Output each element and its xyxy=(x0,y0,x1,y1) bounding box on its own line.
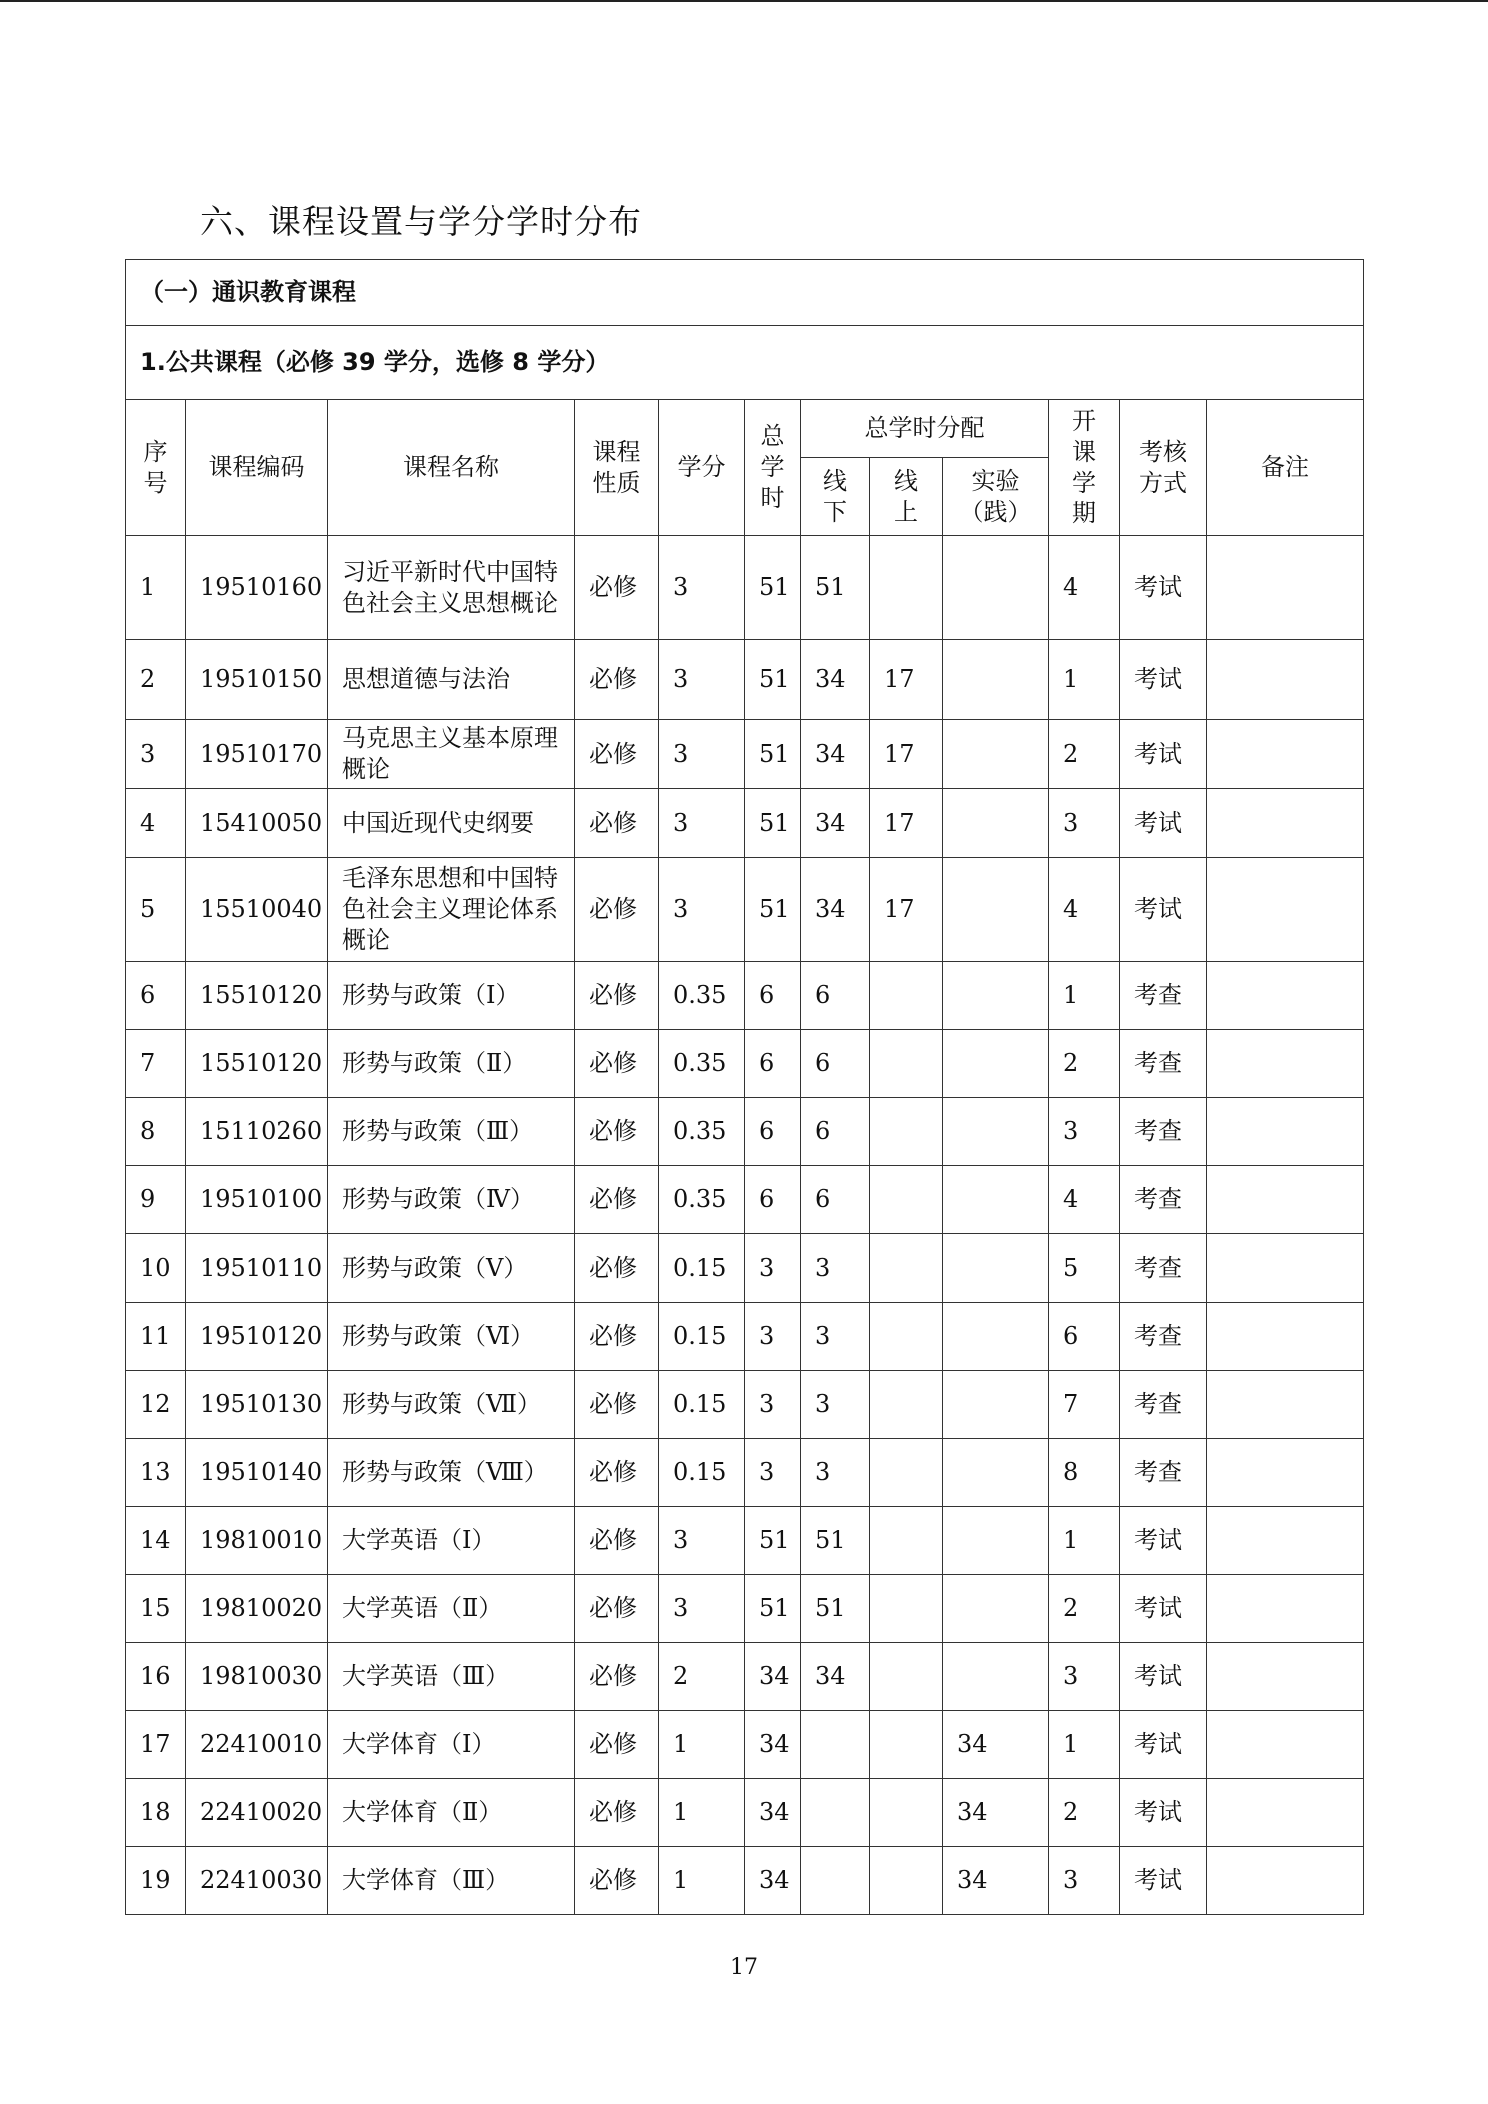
cell-seq: 7 xyxy=(126,1030,186,1098)
cell-credit: 3 xyxy=(659,858,745,962)
cell-assessment: 考查 xyxy=(1120,1371,1207,1439)
cell-assessment: 考试 xyxy=(1120,789,1207,858)
cell-remark xyxy=(1207,1643,1364,1711)
cell-offline: 34 xyxy=(801,1643,870,1711)
cell-offline: 3 xyxy=(801,1439,870,1507)
cell-nature: 必修 xyxy=(575,1166,659,1234)
cell-course-name: 习近平新时代中国特色社会主义思想概论 xyxy=(328,536,575,640)
cell-term: 2 xyxy=(1049,1030,1120,1098)
cell-seq: 11 xyxy=(126,1303,186,1371)
cell-remark xyxy=(1207,1234,1364,1303)
cell-course-name: 形势与政策（Ⅱ） xyxy=(328,1030,575,1098)
cell-offline: 6 xyxy=(801,1098,870,1166)
subcategory-title: 1.公共课程（必修 39 学分，选修 8 学分） xyxy=(126,326,1364,400)
table-row xyxy=(126,962,1364,1030)
cell-online xyxy=(870,1098,943,1166)
cell-nature: 必修 xyxy=(575,1643,659,1711)
cell-offline: 3 xyxy=(801,1303,870,1371)
cell-nature: 必修 xyxy=(575,640,659,720)
header-online: 线上 xyxy=(870,458,943,536)
cell-credit: 0.35 xyxy=(659,1098,745,1166)
cell-credit: 0.35 xyxy=(659,1030,745,1098)
cell-remark xyxy=(1207,1507,1364,1575)
cell-code: 19510140 xyxy=(186,1439,328,1507)
cell-term: 2 xyxy=(1049,720,1120,789)
cell-code: 15510120 xyxy=(186,962,328,1030)
header-credit: 学分 xyxy=(659,400,745,536)
cell-total-hours: 51 xyxy=(745,1575,801,1643)
cell-remark xyxy=(1207,1847,1364,1915)
cell-code: 15510040 xyxy=(186,858,328,962)
header-distribution: 总学时分配 xyxy=(801,400,1049,458)
cell-credit: 3 xyxy=(659,789,745,858)
cell-lab xyxy=(943,1575,1049,1643)
cell-code: 19510130 xyxy=(186,1371,328,1439)
cell-remark xyxy=(1207,1303,1364,1371)
cell-nature: 必修 xyxy=(575,858,659,962)
category-row xyxy=(126,260,1364,326)
cell-code: 19510110 xyxy=(186,1234,328,1303)
table-row xyxy=(126,789,1364,858)
cell-online xyxy=(870,1575,943,1643)
cell-total-hours: 3 xyxy=(745,1303,801,1371)
cell-online xyxy=(870,1234,943,1303)
cell-total-hours: 34 xyxy=(745,1779,801,1847)
cell-nature: 必修 xyxy=(575,1030,659,1098)
table-row xyxy=(126,1507,1364,1575)
cell-credit: 0.35 xyxy=(659,962,745,1030)
cell-code: 15110260 xyxy=(186,1098,328,1166)
cell-seq: 3 xyxy=(126,720,186,789)
cell-total-hours: 51 xyxy=(745,720,801,789)
cell-seq: 15 xyxy=(126,1575,186,1643)
cell-course-name: 马克思主义基本原理概论 xyxy=(328,720,575,789)
table-row xyxy=(126,1166,1364,1234)
cell-remark xyxy=(1207,1575,1364,1643)
section-heading: 六、课程设置与学分学时分布 xyxy=(200,202,642,241)
cell-online: 17 xyxy=(870,640,943,720)
cell-course-name: 毛泽东思想和中国特色社会主义理论体系概论 xyxy=(328,858,575,962)
cell-seq: 9 xyxy=(126,1166,186,1234)
cell-remark xyxy=(1207,536,1364,640)
cell-code: 19510100 xyxy=(186,1166,328,1234)
cell-credit: 0.15 xyxy=(659,1234,745,1303)
cell-course-name: 大学英语（Ⅱ） xyxy=(328,1575,575,1643)
cell-offline: 34 xyxy=(801,720,870,789)
cell-remark xyxy=(1207,1098,1364,1166)
table-row xyxy=(126,1303,1364,1371)
cell-credit: 0.15 xyxy=(659,1303,745,1371)
cell-code: 19810010 xyxy=(186,1507,328,1575)
cell-credit: 1 xyxy=(659,1847,745,1915)
cell-seq: 2 xyxy=(126,640,186,720)
cell-lab xyxy=(943,1371,1049,1439)
cell-remark xyxy=(1207,1166,1364,1234)
cell-course-name: 形势与政策（Ⅳ） xyxy=(328,1166,575,1234)
cell-total-hours: 34 xyxy=(745,1643,801,1711)
cell-term: 2 xyxy=(1049,1575,1120,1643)
cell-course-name: 形势与政策（Ⅶ） xyxy=(328,1371,575,1439)
cell-lab xyxy=(943,640,1049,720)
table-row xyxy=(126,1371,1364,1439)
cell-course-name: 大学英语（Ⅰ） xyxy=(328,1507,575,1575)
cell-nature: 必修 xyxy=(575,1507,659,1575)
cell-credit: 3 xyxy=(659,1575,745,1643)
cell-nature: 必修 xyxy=(575,1371,659,1439)
cell-credit: 1 xyxy=(659,1779,745,1847)
cell-course-name: 形势与政策（Ⅷ） xyxy=(328,1439,575,1507)
cell-course-name: 思想道德与法治 xyxy=(328,640,575,720)
cell-offline xyxy=(801,1711,870,1779)
cell-credit: 3 xyxy=(659,536,745,640)
cell-lab xyxy=(943,962,1049,1030)
cell-remark xyxy=(1207,1439,1364,1507)
cell-lab xyxy=(943,1303,1049,1371)
cell-credit: 3 xyxy=(659,720,745,789)
cell-lab: 34 xyxy=(943,1847,1049,1915)
table-row xyxy=(126,1098,1364,1166)
cell-assessment: 考查 xyxy=(1120,1303,1207,1371)
cell-term: 3 xyxy=(1049,1643,1120,1711)
table-row xyxy=(126,1711,1364,1779)
cell-online xyxy=(870,1030,943,1098)
cell-remark xyxy=(1207,720,1364,789)
cell-assessment: 考试 xyxy=(1120,640,1207,720)
header-term: 开课学期 xyxy=(1049,400,1120,536)
table-row xyxy=(126,640,1364,720)
cell-lab xyxy=(943,1234,1049,1303)
header-assessment: 考核方式 xyxy=(1120,400,1207,536)
cell-code: 15410050 xyxy=(186,789,328,858)
header-offline: 线下 xyxy=(801,458,870,536)
cell-offline xyxy=(801,1847,870,1915)
cell-total-hours: 34 xyxy=(745,1711,801,1779)
cell-course-name: 形势与政策（Ⅵ） xyxy=(328,1303,575,1371)
cell-term: 1 xyxy=(1049,640,1120,720)
cell-assessment: 考试 xyxy=(1120,720,1207,789)
cell-online xyxy=(870,1303,943,1371)
cell-total-hours: 51 xyxy=(745,1507,801,1575)
cell-course-name: 中国近现代史纲要 xyxy=(328,789,575,858)
cell-assessment: 考查 xyxy=(1120,962,1207,1030)
cell-term: 3 xyxy=(1049,1098,1120,1166)
cell-seq: 10 xyxy=(126,1234,186,1303)
cell-code: 19510120 xyxy=(186,1303,328,1371)
cell-total-hours: 6 xyxy=(745,1166,801,1234)
cell-assessment: 考试 xyxy=(1120,1643,1207,1711)
table-row xyxy=(126,720,1364,789)
cell-remark xyxy=(1207,1711,1364,1779)
cell-code: 15510120 xyxy=(186,1030,328,1098)
header-total-hours: 总学时 xyxy=(745,400,801,536)
page-top-border xyxy=(0,0,1488,2)
cell-code: 22410030 xyxy=(186,1847,328,1915)
cell-nature: 必修 xyxy=(575,720,659,789)
cell-code: 19510170 xyxy=(186,720,328,789)
cell-total-hours: 34 xyxy=(745,1847,801,1915)
cell-credit: 1 xyxy=(659,1711,745,1779)
cell-term: 6 xyxy=(1049,1303,1120,1371)
cell-course-name: 大学体育（Ⅲ） xyxy=(328,1847,575,1915)
cell-online: 17 xyxy=(870,789,943,858)
cell-nature: 必修 xyxy=(575,789,659,858)
cell-nature: 必修 xyxy=(575,1847,659,1915)
cell-term: 1 xyxy=(1049,962,1120,1030)
header-code: 课程编码 xyxy=(186,400,328,536)
cell-seq: 13 xyxy=(126,1439,186,1507)
cell-course-name: 大学英语（Ⅲ） xyxy=(328,1643,575,1711)
cell-remark xyxy=(1207,858,1364,962)
cell-seq: 5 xyxy=(126,858,186,962)
cell-term: 1 xyxy=(1049,1507,1120,1575)
cell-nature: 必修 xyxy=(575,1575,659,1643)
cell-nature: 必修 xyxy=(575,1779,659,1847)
header-lab: 实验（践） xyxy=(943,458,1049,536)
cell-course-name: 形势与政策（Ⅴ） xyxy=(328,1234,575,1303)
cell-seq: 8 xyxy=(126,1098,186,1166)
cell-total-hours: 6 xyxy=(745,962,801,1030)
cell-code: 22410020 xyxy=(186,1779,328,1847)
cell-total-hours: 51 xyxy=(745,640,801,720)
cell-total-hours: 51 xyxy=(745,858,801,962)
header-remarks: 备注 xyxy=(1207,400,1364,536)
cell-term: 5 xyxy=(1049,1234,1120,1303)
cell-seq: 19 xyxy=(126,1847,186,1915)
cell-offline: 51 xyxy=(801,1507,870,1575)
cell-online xyxy=(870,1847,943,1915)
cell-term: 8 xyxy=(1049,1439,1120,1507)
cell-remark xyxy=(1207,789,1364,858)
table-row xyxy=(126,1779,1364,1847)
cell-lab: 34 xyxy=(943,1779,1049,1847)
header-seq: 序号 xyxy=(126,400,186,536)
cell-offline: 34 xyxy=(801,858,870,962)
cell-total-hours: 6 xyxy=(745,1030,801,1098)
cell-term: 4 xyxy=(1049,1166,1120,1234)
cell-lab xyxy=(943,720,1049,789)
cell-assessment: 考试 xyxy=(1120,1507,1207,1575)
cell-course-name: 大学体育（Ⅱ） xyxy=(328,1779,575,1847)
cell-term: 2 xyxy=(1049,1779,1120,1847)
table-row xyxy=(126,1847,1364,1915)
cell-assessment: 考试 xyxy=(1120,858,1207,962)
cell-offline: 34 xyxy=(801,640,870,720)
header-row-1 xyxy=(126,400,1364,458)
cell-seq: 4 xyxy=(126,789,186,858)
cell-offline: 3 xyxy=(801,1234,870,1303)
cell-term: 4 xyxy=(1049,858,1120,962)
cell-online xyxy=(870,962,943,1030)
cell-seq: 12 xyxy=(126,1371,186,1439)
cell-credit: 0.15 xyxy=(659,1439,745,1507)
cell-code: 22410010 xyxy=(186,1711,328,1779)
table-row xyxy=(126,1439,1364,1507)
cell-remark xyxy=(1207,1779,1364,1847)
cell-nature: 必修 xyxy=(575,1098,659,1166)
cell-nature: 必修 xyxy=(575,1234,659,1303)
cell-credit: 0.15 xyxy=(659,1371,745,1439)
header-name: 课程名称 xyxy=(328,400,575,536)
cell-online xyxy=(870,1643,943,1711)
cell-offline: 3 xyxy=(801,1371,870,1439)
cell-online xyxy=(870,536,943,640)
cell-term: 3 xyxy=(1049,1847,1120,1915)
cell-nature: 必修 xyxy=(575,536,659,640)
cell-assessment: 考试 xyxy=(1120,1575,1207,1643)
cell-assessment: 考试 xyxy=(1120,536,1207,640)
cell-assessment: 考查 xyxy=(1120,1098,1207,1166)
cell-credit: 3 xyxy=(659,1507,745,1575)
cell-code: 19510160 xyxy=(186,536,328,640)
cell-total-hours: 3 xyxy=(745,1234,801,1303)
table-row xyxy=(126,1643,1364,1711)
cell-assessment: 考查 xyxy=(1120,1439,1207,1507)
cell-remark xyxy=(1207,1371,1364,1439)
cell-offline: 6 xyxy=(801,1166,870,1234)
cell-remark xyxy=(1207,640,1364,720)
cell-remark xyxy=(1207,1030,1364,1098)
cell-code: 19510150 xyxy=(186,640,328,720)
cell-lab xyxy=(943,1030,1049,1098)
table-row xyxy=(126,536,1364,640)
page-number: 17 xyxy=(730,1955,758,1980)
cell-offline xyxy=(801,1779,870,1847)
cell-offline: 6 xyxy=(801,962,870,1030)
cell-seq: 16 xyxy=(126,1643,186,1711)
cell-seq: 6 xyxy=(126,962,186,1030)
cell-offline: 34 xyxy=(801,789,870,858)
cell-course-name: 形势与政策（Ⅲ） xyxy=(328,1098,575,1166)
cell-seq: 1 xyxy=(126,536,186,640)
cell-lab xyxy=(943,1643,1049,1711)
table-row xyxy=(126,1575,1364,1643)
cell-total-hours: 51 xyxy=(745,789,801,858)
cell-total-hours: 51 xyxy=(745,536,801,640)
header-nature: 课程性质 xyxy=(575,400,659,536)
cell-lab xyxy=(943,1098,1049,1166)
cell-online xyxy=(870,1711,943,1779)
cell-credit: 0.35 xyxy=(659,1166,745,1234)
cell-course-name: 形势与政策（Ⅰ） xyxy=(328,962,575,1030)
cell-offline: 51 xyxy=(801,536,870,640)
cell-lab: 34 xyxy=(943,1711,1049,1779)
cell-assessment: 考查 xyxy=(1120,1166,1207,1234)
category-title: （一）通识教育课程 xyxy=(126,260,1364,326)
cell-assessment: 考试 xyxy=(1120,1711,1207,1779)
cell-term: 7 xyxy=(1049,1371,1120,1439)
table-row xyxy=(126,858,1364,962)
course-table xyxy=(125,259,1364,1915)
cell-nature: 必修 xyxy=(575,1303,659,1371)
cell-nature: 必修 xyxy=(575,1439,659,1507)
cell-seq: 17 xyxy=(126,1711,186,1779)
cell-offline: 51 xyxy=(801,1575,870,1643)
cell-term: 3 xyxy=(1049,789,1120,858)
cell-assessment: 考查 xyxy=(1120,1030,1207,1098)
cell-assessment: 考试 xyxy=(1120,1847,1207,1915)
cell-lab xyxy=(943,1507,1049,1575)
cell-nature: 必修 xyxy=(575,1711,659,1779)
cell-course-name: 大学体育（Ⅰ） xyxy=(328,1711,575,1779)
cell-remark xyxy=(1207,962,1364,1030)
cell-nature: 必修 xyxy=(575,962,659,1030)
cell-lab xyxy=(943,536,1049,640)
cell-total-hours: 6 xyxy=(745,1098,801,1166)
cell-seq: 14 xyxy=(126,1507,186,1575)
cell-online xyxy=(870,1439,943,1507)
cell-offline: 6 xyxy=(801,1030,870,1098)
cell-online: 17 xyxy=(870,858,943,962)
cell-term: 4 xyxy=(1049,536,1120,640)
cell-online: 17 xyxy=(870,720,943,789)
cell-online xyxy=(870,1166,943,1234)
cell-credit: 3 xyxy=(659,640,745,720)
table-row xyxy=(126,1030,1364,1098)
cell-credit: 2 xyxy=(659,1643,745,1711)
cell-code: 19810020 xyxy=(186,1575,328,1643)
cell-lab xyxy=(943,1439,1049,1507)
cell-lab xyxy=(943,858,1049,962)
cell-seq: 18 xyxy=(126,1779,186,1847)
cell-lab xyxy=(943,1166,1049,1234)
cell-term: 1 xyxy=(1049,1711,1120,1779)
table-row xyxy=(126,1234,1364,1303)
cell-online xyxy=(870,1779,943,1847)
cell-lab xyxy=(943,789,1049,858)
cell-assessment: 考试 xyxy=(1120,1779,1207,1847)
subcategory-row xyxy=(126,326,1364,400)
cell-assessment: 考查 xyxy=(1120,1234,1207,1303)
cell-online xyxy=(870,1507,943,1575)
cell-online xyxy=(870,1371,943,1439)
cell-total-hours: 3 xyxy=(745,1439,801,1507)
cell-code: 19810030 xyxy=(186,1643,328,1711)
cell-total-hours: 3 xyxy=(745,1371,801,1439)
